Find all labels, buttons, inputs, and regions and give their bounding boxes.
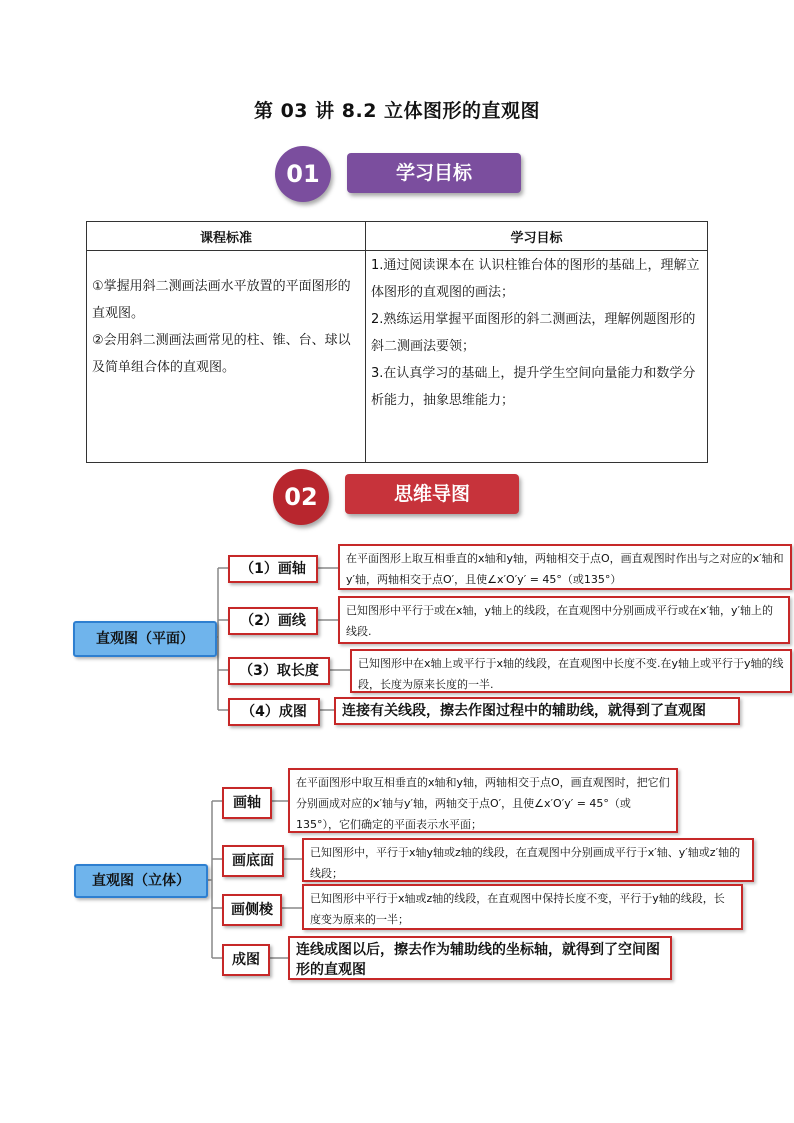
table-header: 学习目标 [366, 222, 708, 251]
branch-node: 画轴 [222, 787, 272, 819]
objective-item: 2.熟练运用掌握平面图形的斜二测画法，理解例题图形的斜二测画法要领； [371, 312, 696, 354]
branch-node: （2）画线 [228, 607, 318, 635]
section-number: 02 [273, 469, 329, 525]
branch-node: （3）取长度 [228, 657, 330, 685]
branch-description: 已知图形中平行于或在x轴，y轴上的线段，在直观图中分别画成平行或在x′轴，y′轴上的线段. [338, 596, 790, 644]
objective-item: 3.在认真学习的基础上，提升学生空间向量能力和数学分析能力，抽象思维能力； [371, 366, 696, 408]
standard-item: ①掌握用斜二测画法画水平放置的平面图形的直观图。 [92, 279, 351, 321]
branch-description: 已知图形中在x轴上或平行于x轴的线段，在直观图中长度不变.在y轴上或平行于y轴的线段，长度为原来长度的一半. [350, 649, 792, 693]
mindmap-root-solid: 直观图（立体） [74, 864, 208, 898]
branch-node: 成图 [222, 944, 270, 976]
branch-description: 已知图形中，平行于x轴y轴或z轴的线段，在直观图中分别画成平行于x′轴、y′轴或z′轴的线段； [302, 838, 754, 882]
branch-description: 连接有关线段，擦去作图过程中的辅助线，就得到了直观图 [334, 697, 740, 725]
standard-item: ②会用斜二测画法画常见的柱、锥、台、球以及简单组合体的直观图。 [92, 333, 351, 375]
mindmap-root-plane: 直观图（平面） [73, 621, 217, 657]
page-title: 第 03 讲 8.2 立体图形的直观图 [253, 100, 541, 122]
section-label: 学习目标 [347, 153, 521, 193]
section-number: 01 [275, 146, 331, 202]
branch-description: 在平面图形中取互相垂直的x轴和y轴，两轴相交于点O，画直观图时，把它们分别画成对应的x′轴与y′轴，两轴交于点O′，且使∠x′O′y′ = 45°（或135°），它们确定的平面表示水平面； [288, 768, 678, 833]
branch-node: 画底面 [222, 845, 284, 877]
branch-description: 连线成图以后，擦去作为辅助线的坐标轴，就得到了空间图形的直观图 [288, 936, 672, 980]
section-label: 思维导图 [345, 474, 519, 514]
branch-node: （4）成图 [228, 698, 320, 726]
branch-description: 已知图形中平行于x轴或z轴的线段，在直观图中保持长度不变，平行于y轴的线段，长度变为原来的一半； [302, 884, 743, 930]
branch-node: 画侧棱 [222, 894, 282, 926]
branch-description: 在平面图形上取互相垂直的x轴和y轴，两轴相交于点O，画直观图时作出与之对应的x′轴和y′轴，两轴相交于点O′，且使∠x′O′y′ = 45°（或135°） [338, 544, 792, 590]
table-header: 课程标准 [87, 222, 366, 251]
branch-node: （1）画轴 [228, 555, 318, 583]
objective-item: 1.通过阅读课本在 认识柱锥台体的图形的基础上，理解立体图形的直观图的画法； [371, 258, 700, 300]
